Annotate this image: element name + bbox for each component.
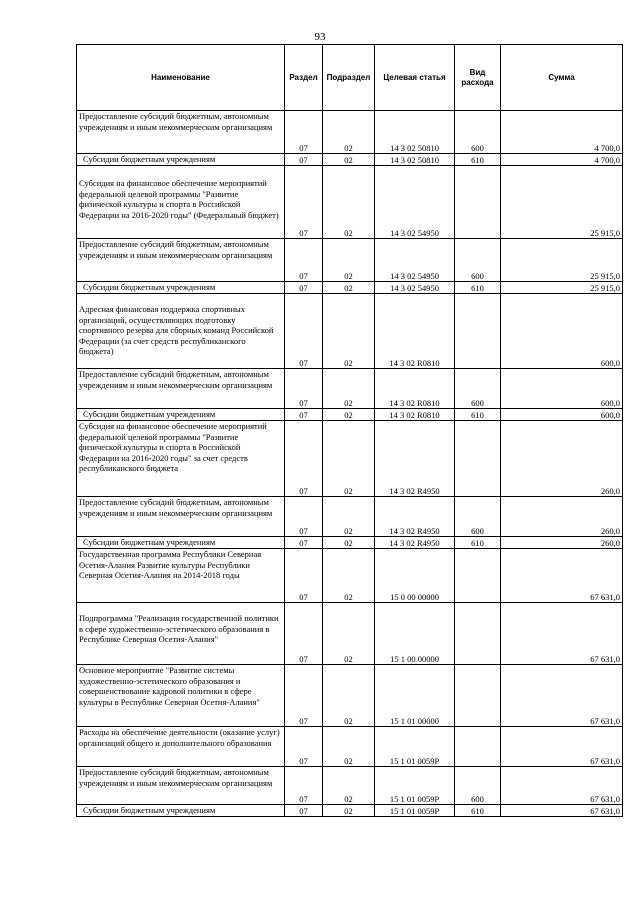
row-amount: 67 631,0 [501,805,623,817]
row-expense-type: 610 [455,409,501,421]
row-section: 07 [285,549,323,603]
row-name: Субсидия на финансовое обеспечение мероприятий федеральной целевой программы "Развитие физической культуры и спорта в Российской Федерации на 2016-2020 годы" за счет средств республиканского бюджета [77,421,285,497]
row-name: Подпрограмма "Реализация государственной политики в сфере художественно-эстетического образования в Республике Северная Осетия-Алания" [77,603,285,665]
table-row [77,282,623,294]
row-expense-type [455,166,501,239]
row-target-article: 14 3 02 R0810 [375,409,455,421]
row-expense-type [455,549,501,603]
table-row [77,665,623,727]
row-target-article: 14 3 02 54950 [375,239,455,282]
row-section: 07 [285,767,323,805]
table-row [77,154,623,166]
table-row [77,294,623,369]
row-name: Субсидии бюджетным учреждениям [77,805,285,817]
row-expense-type: 610 [455,282,501,294]
row-name: Субсидия на финансовое обеспечение мероприятий федеральной целевой программы "Развитие физической культуры и спорта в Российской Федерации на 2016-2020 годы" (Федеральный бюджет) [77,166,285,239]
row-subsection: 02 [323,282,375,294]
row-section: 07 [285,111,323,154]
row-section: 07 [285,537,323,549]
row-subsection: 02 [323,166,375,239]
row-subsection: 02 [323,805,375,817]
row-amount: 25 915,0 [501,282,623,294]
column-header-target-article: Целевая статья [375,45,455,111]
row-expense-type [455,727,501,767]
table-row [77,239,623,282]
row-target-article: 14 3 02 R4950 [375,497,455,537]
column-header-amount: Сумма [501,45,623,111]
row-name: Субсидии бюджетным учреждениям [77,282,285,294]
table-row [77,805,623,817]
row-amount: 600,0 [501,294,623,369]
table-row [77,369,623,409]
row-amount: 25 915,0 [501,166,623,239]
row-amount: 260,0 [501,497,623,537]
row-subsection: 02 [323,294,375,369]
row-target-article: 14 3 02 54950 [375,166,455,239]
row-section: 07 [285,409,323,421]
row-subsection: 02 [323,409,375,421]
table-row [77,549,623,603]
row-name: Субсидии бюджетным учреждениям [77,409,285,421]
table-row [77,166,623,239]
row-name: Основное мероприятие "Развитие системы художественно-эстетического образования и совершенствование кадровой политики в сфере культуры в Республике Северная Осетия-Алания" [77,665,285,727]
row-section: 07 [285,421,323,497]
row-target-article: 14 3 02 R4950 [375,421,455,497]
row-section: 07 [285,603,323,665]
row-amount: 67 631,0 [501,665,623,727]
row-target-article: 15 1 01 0059Р [375,805,455,817]
row-section: 07 [285,239,323,282]
row-target-article: 14 3 02 50810 [375,111,455,154]
row-subsection: 02 [323,369,375,409]
row-expense-type: 600 [455,497,501,537]
page-number: 93 [314,31,326,43]
table-row [77,421,623,497]
row-name: Адресная финансовая поддержка спортивных организаций, осуществляющих подготовку спортивного резерва для сборных команд Российской Федерации (за счет средств республиканского бюджета) [77,294,285,369]
row-subsection: 02 [323,421,375,497]
row-subsection: 02 [323,154,375,166]
table-row [77,727,623,767]
row-subsection: 02 [323,665,375,727]
row-name: Предоставление субсидий бюджетным, автономным учреждениям и иным некоммерческим организациям [77,239,285,282]
row-amount: 67 631,0 [501,727,623,767]
row-name: Государственная программа Республики Северная Осетия-Алания Развитие культуры Республики Северная Осетия-Алания на 2014-2018 годы [77,549,285,603]
row-section: 07 [285,805,323,817]
row-expense-type: 610 [455,537,501,549]
row-amount: 600,0 [501,369,623,409]
row-expense-type [455,603,501,665]
row-name: Субсидии бюджетным учреждениям [77,154,285,166]
row-expense-type: 600 [455,239,501,282]
row-subsection: 02 [323,603,375,665]
row-section: 07 [285,497,323,537]
row-subsection: 02 [323,537,375,549]
row-amount: 4 700,0 [501,154,623,166]
row-amount: 260,0 [501,537,623,549]
table-row [77,537,623,549]
row-expense-type: 600 [455,767,501,805]
row-target-article: 15 1 01 0059Р [375,727,455,767]
row-section: 07 [285,166,323,239]
row-amount: 4 700,0 [501,111,623,154]
row-expense-type [455,665,501,727]
row-amount: 600,0 [501,409,623,421]
table-row [77,767,623,805]
row-subsection: 02 [323,497,375,537]
table-row [77,603,623,665]
row-target-article: 14 3 02 R0810 [375,294,455,369]
row-section: 07 [285,665,323,727]
row-amount: 67 631,0 [501,767,623,805]
row-section: 07 [285,727,323,767]
row-target-article: 14 3 02 54950 [375,282,455,294]
table-header-row [77,45,623,111]
row-subsection: 02 [323,767,375,805]
budget-table [76,44,623,817]
column-header-section: Раздел [285,45,323,111]
row-section: 07 [285,294,323,369]
table-row [77,497,623,537]
row-expense-type: 610 [455,805,501,817]
column-header-subsection: Подраздел [323,45,375,111]
table-row [77,409,623,421]
row-target-article: 15 1 00 00000 [375,603,455,665]
row-name: Предоставление субсидий бюджетным, автономным учреждениям и иным некоммерческим организациям [77,111,285,154]
row-section: 07 [285,282,323,294]
column-header-expense-type: Вид расхода [455,45,501,111]
row-target-article: 15 1 01 00000 [375,665,455,727]
row-subsection: 02 [323,549,375,603]
row-expense-type: 610 [455,154,501,166]
column-header-name: Наименование [77,45,285,111]
row-expense-type: 600 [455,111,501,154]
table-row [77,111,623,154]
row-expense-type: 600 [455,369,501,409]
row-name: Расходы на обеспечение деятельности (оказание услуг) организаций общего и дополнительного образования [77,727,285,767]
row-amount: 25 915,0 [501,239,623,282]
row-expense-type [455,294,501,369]
row-amount: 260,0 [501,421,623,497]
row-subsection: 02 [323,111,375,154]
row-target-article: 14 3 02 R0810 [375,369,455,409]
row-target-article: 14 3 02 R4950 [375,537,455,549]
row-amount: 67 631,0 [501,603,623,665]
row-name: Субсидии бюджетным учреждениям [77,537,285,549]
row-target-article: 14 3 02 50810 [375,154,455,166]
row-amount: 67 631,0 [501,549,623,603]
row-subsection: 02 [323,727,375,767]
row-section: 07 [285,154,323,166]
row-section: 07 [285,369,323,409]
row-subsection: 02 [323,239,375,282]
row-name: Предоставление субсидий бюджетным, автономным учреждениям и иным некоммерческим организациям [77,767,285,805]
row-name: Предоставление субсидий бюджетным, автономным учреждениям и иным некоммерческим организациям [77,369,285,409]
row-target-article: 15 1 01 0059Р [375,767,455,805]
row-name: Предоставление субсидий бюджетным, автономным учреждениям и иным некоммерческим организациям [77,497,285,537]
row-expense-type [455,421,501,497]
row-target-article: 15 0 00 00000 [375,549,455,603]
